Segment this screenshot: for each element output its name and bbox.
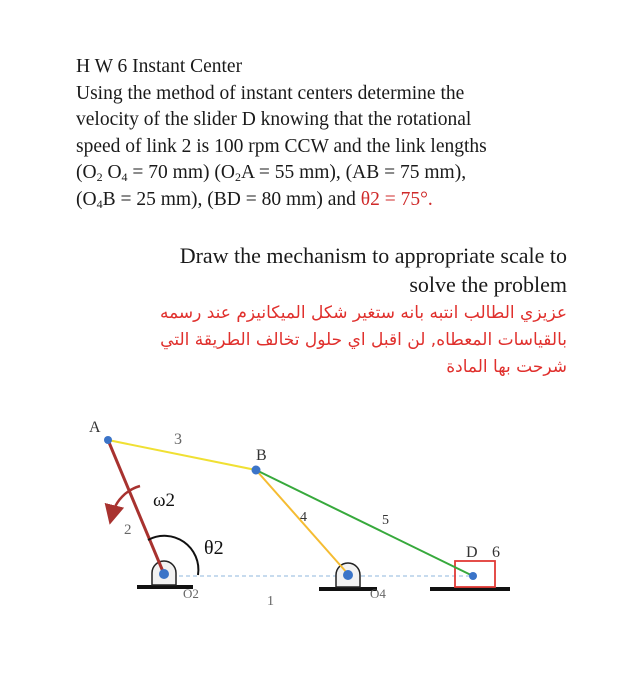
label-link-4: 4 [300, 510, 307, 525]
arabic-line-3: شرحت بها المادة [446, 357, 567, 377]
joint-d [469, 572, 477, 580]
instruction-line-1: Draw the mechanism to appropriate scale to [179, 243, 567, 268]
label-link-2: 2 [124, 522, 132, 538]
joint-a [104, 436, 112, 444]
label-slider-6: 6 [492, 544, 500, 561]
label-link-5: 5 [382, 513, 389, 528]
problem-line-2: velocity of the slider D knowing that the rotational [76, 109, 472, 130]
arabic-line-1: عزيزي الطالب انتبه بانه ستغير شكل الميكانيزم عند رسمه [159, 303, 567, 323]
problem-line-5: ($O_4B = 25$ mm), (BD = 80 mm) and θ2 = 75°. [76, 188, 433, 211]
problem-line-3: speed of link 2 is 100 rpm CCW and the link lengths [76, 135, 487, 157]
link-5 [256, 470, 473, 576]
label-o4: O4 [370, 586, 386, 601]
label-omega: ω2 [153, 490, 176, 511]
problem-line-1: Using the method of instant centers determine the [76, 82, 465, 104]
label-d: D [466, 544, 478, 561]
label-ground-1: 1 [267, 594, 274, 609]
theta-value: θ2 = 75 [360, 188, 421, 210]
problem-title: H W 6 Instant Center [76, 56, 243, 77]
arabic-line-2: بالقياسات المعطاه, لن اقبل اي حلول تخالف الطريقة التي [160, 330, 567, 350]
label-link-3: 3 [174, 431, 182, 448]
joint-b [252, 466, 261, 475]
label-theta: θ2 [204, 537, 224, 559]
instruction-line-2: solve the problem [409, 272, 567, 297]
joint-o2 [159, 569, 169, 579]
omega-arrow [112, 486, 140, 515]
label-a: A [89, 419, 101, 436]
joint-o4 [343, 570, 353, 580]
label-b: B [256, 447, 267, 464]
problem-line-4: ($O_2$ $O_4 = 70$ mm) ($O_2A = 55$ mm), (AB = 75 mm), [76, 162, 467, 184]
label-o2: O2 [183, 586, 199, 601]
link-3 [108, 440, 256, 470]
